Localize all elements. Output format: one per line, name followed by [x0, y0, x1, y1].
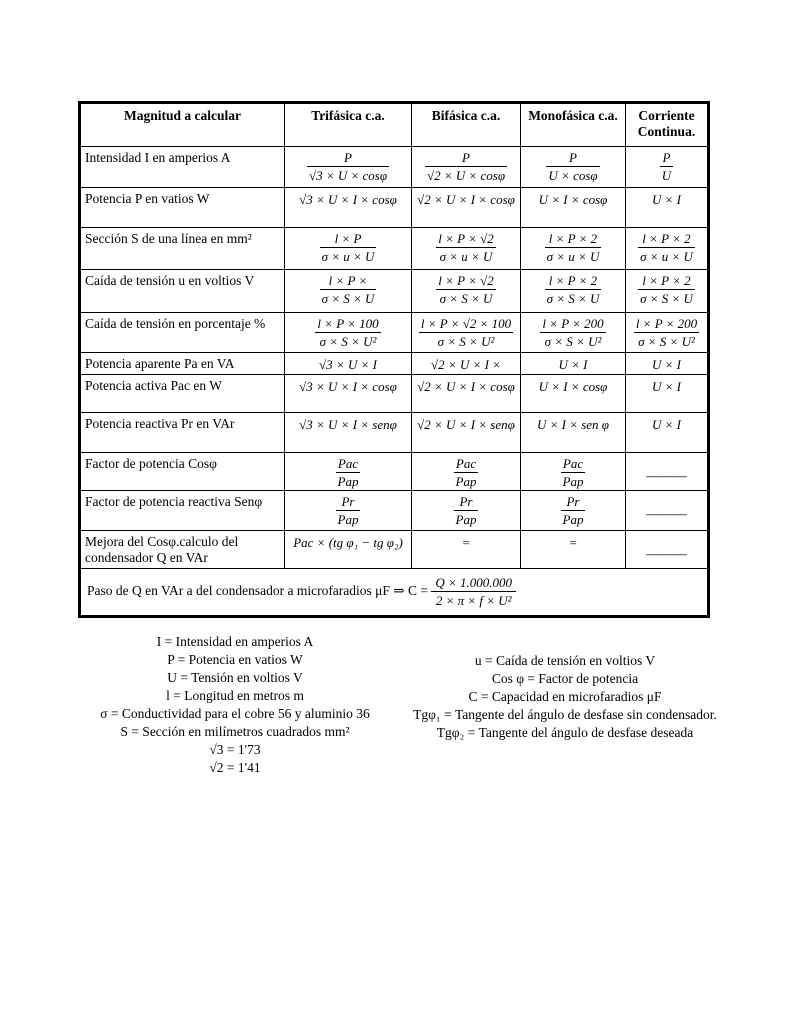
fraction	[454, 494, 479, 528]
formula-text: U × I × cosφ	[538, 192, 608, 207]
fraction	[545, 273, 602, 307]
fraction	[425, 150, 507, 184]
fraction	[336, 494, 361, 528]
not-applicable-dash: ———	[646, 468, 687, 483]
table-row	[80, 491, 709, 531]
formula-cell	[626, 188, 709, 228]
formula-cell	[285, 147, 412, 188]
legend-item: √3 = 1'73	[209, 742, 261, 757]
denominator: Pap	[455, 474, 477, 489]
table-row	[80, 531, 709, 569]
formula-text: √2 × U × I × cosφ	[417, 379, 515, 394]
formula-table	[78, 101, 710, 618]
fraction	[315, 316, 380, 350]
table-row	[80, 270, 709, 313]
header-row	[80, 103, 709, 147]
numerator: l × P × √2	[438, 231, 494, 246]
numerator: Pr	[566, 494, 580, 509]
numerator: l × P ×	[328, 273, 368, 288]
fraction	[638, 273, 695, 307]
capacitor-formula-denominator: 2 × π × f × U²	[431, 591, 516, 609]
denominator: σ × S × U	[436, 289, 496, 307]
formula-cell	[285, 413, 412, 453]
denominator: σ × u × U	[546, 249, 600, 264]
formula-text: =	[568, 535, 578, 550]
legend-right	[400, 652, 730, 742]
formula-cell	[412, 413, 521, 453]
table-row	[80, 188, 709, 228]
formula-cell	[412, 313, 521, 353]
formula-cell	[521, 353, 626, 375]
formula-text: √3 × U × I × senφ	[299, 417, 397, 432]
formula-cell	[626, 531, 709, 569]
formula-text: √3 × U × I × cosφ	[299, 192, 397, 207]
formula-cell	[626, 353, 709, 375]
table-row	[80, 453, 709, 491]
numerator: l × P × √2 × 100	[420, 316, 512, 331]
row-label: Intensidad I en amperios A	[80, 147, 285, 188]
formula-cell	[412, 491, 521, 531]
formula-text: √3 × U × I × cosφ	[299, 379, 397, 394]
fraction	[660, 150, 673, 184]
legend-item: I = Intensidad en amperios A	[156, 634, 314, 649]
formula-cell	[285, 531, 412, 569]
legend-item: Cos φ = Factor de potencia	[491, 671, 639, 686]
numerator: l × P × 2	[548, 273, 598, 288]
row-label: Potencia P en vatios W	[80, 188, 285, 228]
formula-cell	[521, 313, 626, 353]
denominator: σ × S × U²	[419, 332, 513, 350]
legend-item: u = Caída de tensión en voltios V	[474, 653, 656, 668]
denominator: Pap	[562, 512, 584, 527]
legend-item: σ = Conductividad para el cobre 56 y aluminio 36	[100, 706, 370, 721]
legend-item: Tgφ₁ = Tangente del ángulo de desfase sin condensador.	[413, 707, 717, 722]
legend-item: l = Longitud en metros m	[166, 688, 304, 703]
fraction	[638, 231, 695, 265]
fraction	[561, 456, 586, 490]
table-row	[80, 228, 709, 270]
numerator: Pac	[562, 456, 584, 471]
formula-text: U × I	[652, 379, 681, 394]
formula-cell	[521, 491, 626, 531]
denominator: √2 × U × cosφ	[426, 168, 506, 183]
header-bifasica: Bifásica c.a.	[412, 103, 521, 147]
formula-text: √2 × U × I × cosφ	[417, 192, 515, 207]
formula-cell	[285, 270, 412, 313]
numerator: P	[344, 150, 352, 165]
denominator: U	[661, 168, 672, 183]
denominator: Pap	[455, 512, 477, 527]
denominator: σ × S × U	[640, 291, 693, 306]
formula-cell	[285, 313, 412, 353]
formula-cell	[626, 491, 709, 531]
row-label: Caída de tensión en porcentaje %	[80, 313, 285, 353]
formula-cell	[521, 228, 626, 270]
formula-cell	[521, 147, 626, 188]
fraction	[634, 316, 699, 350]
formula-cell	[285, 375, 412, 413]
formula-text: √3 × U × I	[319, 357, 377, 372]
numerator: Pr	[459, 494, 473, 509]
fraction	[436, 273, 496, 307]
fraction	[336, 456, 361, 490]
row-label: Potencia activa Pac en W	[80, 375, 285, 413]
formula-text: √2 × U × I × senφ	[417, 417, 515, 432]
formula-text: U × I	[558, 357, 588, 372]
fraction	[320, 231, 377, 265]
row-label: Caída de tensión u en voltios V	[80, 270, 285, 313]
formula-text: =	[461, 535, 471, 550]
denominator: σ × u × U	[321, 249, 375, 264]
fraction	[540, 316, 605, 350]
legend-item: P = Potencia en vatios W	[167, 652, 303, 667]
formula-cell	[626, 375, 709, 413]
legend-item: U = Tensión en voltios V	[167, 670, 303, 685]
legend-item: √2 = 1'41	[209, 760, 261, 775]
numerator: l × P × 200	[635, 316, 698, 331]
numerator: l × P × √2	[438, 273, 494, 288]
formula-cell	[521, 413, 626, 453]
table-row	[80, 313, 709, 353]
numerator: l × P × 2	[642, 273, 691, 288]
fraction	[546, 150, 599, 184]
formula-cell	[626, 147, 709, 188]
formula-cell	[285, 228, 412, 270]
formula-cell	[626, 413, 709, 453]
capacitor-formula-numerator: Q × 1.000.000	[435, 575, 513, 590]
legend-left	[80, 633, 390, 777]
formula-cell	[285, 353, 412, 375]
denominator: σ × S × U²	[540, 332, 605, 350]
numerator: P	[662, 150, 671, 165]
formula-cell	[521, 188, 626, 228]
formula-cell	[626, 313, 709, 353]
formula-cell	[412, 188, 521, 228]
capacitor-conversion-text: Paso de Q en VAr a del condensador a microfaradios μF ⇒ C =	[87, 583, 428, 599]
formula-text: U × I	[652, 417, 681, 432]
legend-item: S = Sección en milímetros cuadrados mm²	[120, 724, 350, 739]
denominator: σ × u × U	[640, 249, 693, 264]
formula-cell	[412, 375, 521, 413]
table-row	[80, 147, 709, 188]
denominator: U × cosφ	[548, 168, 598, 183]
numerator: P	[462, 150, 470, 165]
numerator: l × P × 200	[542, 316, 604, 331]
formula-cell	[412, 531, 521, 569]
capacitor-conversion-row	[80, 569, 709, 617]
fraction	[545, 231, 602, 265]
formula-cell	[521, 375, 626, 413]
row-label: Sección S de una línea en mm²	[80, 228, 285, 270]
formula-cell	[521, 453, 626, 491]
numerator: Pac	[455, 456, 477, 471]
formula-text: Pac × (tg φ₁ − tg φ₂)	[293, 535, 403, 550]
formula-text: U × I × cosφ	[538, 379, 608, 394]
table-row	[80, 353, 709, 375]
not-applicable-dash: ———	[646, 506, 687, 521]
formula-text: U × I	[652, 357, 681, 372]
row-label: Potencia aparente Pa en VA	[80, 353, 285, 375]
denominator: σ × S × U²	[634, 332, 699, 350]
formula-cell	[285, 453, 412, 491]
formula-text: U × I	[652, 192, 681, 207]
numerator: Pr	[341, 494, 355, 509]
row-label: Potencia reactiva Pr en VAr	[80, 413, 285, 453]
capacitor-formula	[431, 575, 516, 609]
table-row	[80, 413, 709, 453]
denominator: Pap	[337, 512, 359, 527]
legend-item: Tgφ₂ = Tangente del ángulo de desfase deseada	[436, 725, 694, 740]
header-magnitud: Magnitud a calcular	[80, 103, 285, 147]
formula-cell	[521, 270, 626, 313]
formula-cell	[412, 228, 521, 270]
denominator: √3 × U × cosφ	[308, 168, 388, 183]
numerator: Pac	[337, 456, 359, 471]
numerator: l × P × 2	[642, 231, 691, 246]
formula-cell	[412, 453, 521, 491]
denominator: Pap	[562, 474, 584, 489]
numerator: l × P × 100	[317, 316, 379, 331]
denominator: σ × u × U	[436, 247, 496, 265]
fraction	[307, 150, 389, 184]
capacitor-conversion-cell	[80, 569, 709, 617]
row-label: Factor de potencia reactiva Senφ	[80, 491, 285, 531]
formula-cell	[285, 188, 412, 228]
formula-cell	[412, 270, 521, 313]
fraction	[320, 273, 377, 307]
row-label: Factor de potencia Cosφ	[80, 453, 285, 491]
formula-cell	[285, 491, 412, 531]
header-monofasica: Monofásica c.a.	[521, 103, 626, 147]
not-applicable-dash: ———	[646, 546, 687, 561]
denominator: σ × S × U²	[315, 332, 380, 350]
legend-item: C = Capacidad en microfaradios μF	[468, 689, 662, 704]
fraction	[561, 494, 586, 528]
formula-cell	[626, 228, 709, 270]
formula-cell	[412, 353, 521, 375]
header-continua: Corriente Continua.	[626, 103, 709, 147]
fraction	[419, 316, 513, 350]
table-row	[80, 375, 709, 413]
denominator: σ × S × U	[321, 291, 375, 306]
formula-cell	[521, 531, 626, 569]
formula-text: U × I × sen φ	[536, 417, 610, 432]
numerator: P	[569, 150, 577, 165]
fraction	[436, 231, 496, 265]
header-trifasica: Trifásica c.a.	[285, 103, 412, 147]
fraction	[454, 456, 479, 490]
formula-text: √2 × U × I ×	[431, 357, 501, 372]
row-label: Mejora del Cosφ.calculo del condensador Q en VAr	[80, 531, 285, 569]
numerator: l × P × 2	[548, 231, 598, 246]
denominator: Pap	[337, 474, 359, 489]
denominator: σ × S × U	[546, 291, 600, 306]
formula-cell	[626, 453, 709, 491]
formula-cell	[626, 270, 709, 313]
numerator: l × P	[334, 231, 362, 246]
formula-cell	[412, 147, 521, 188]
